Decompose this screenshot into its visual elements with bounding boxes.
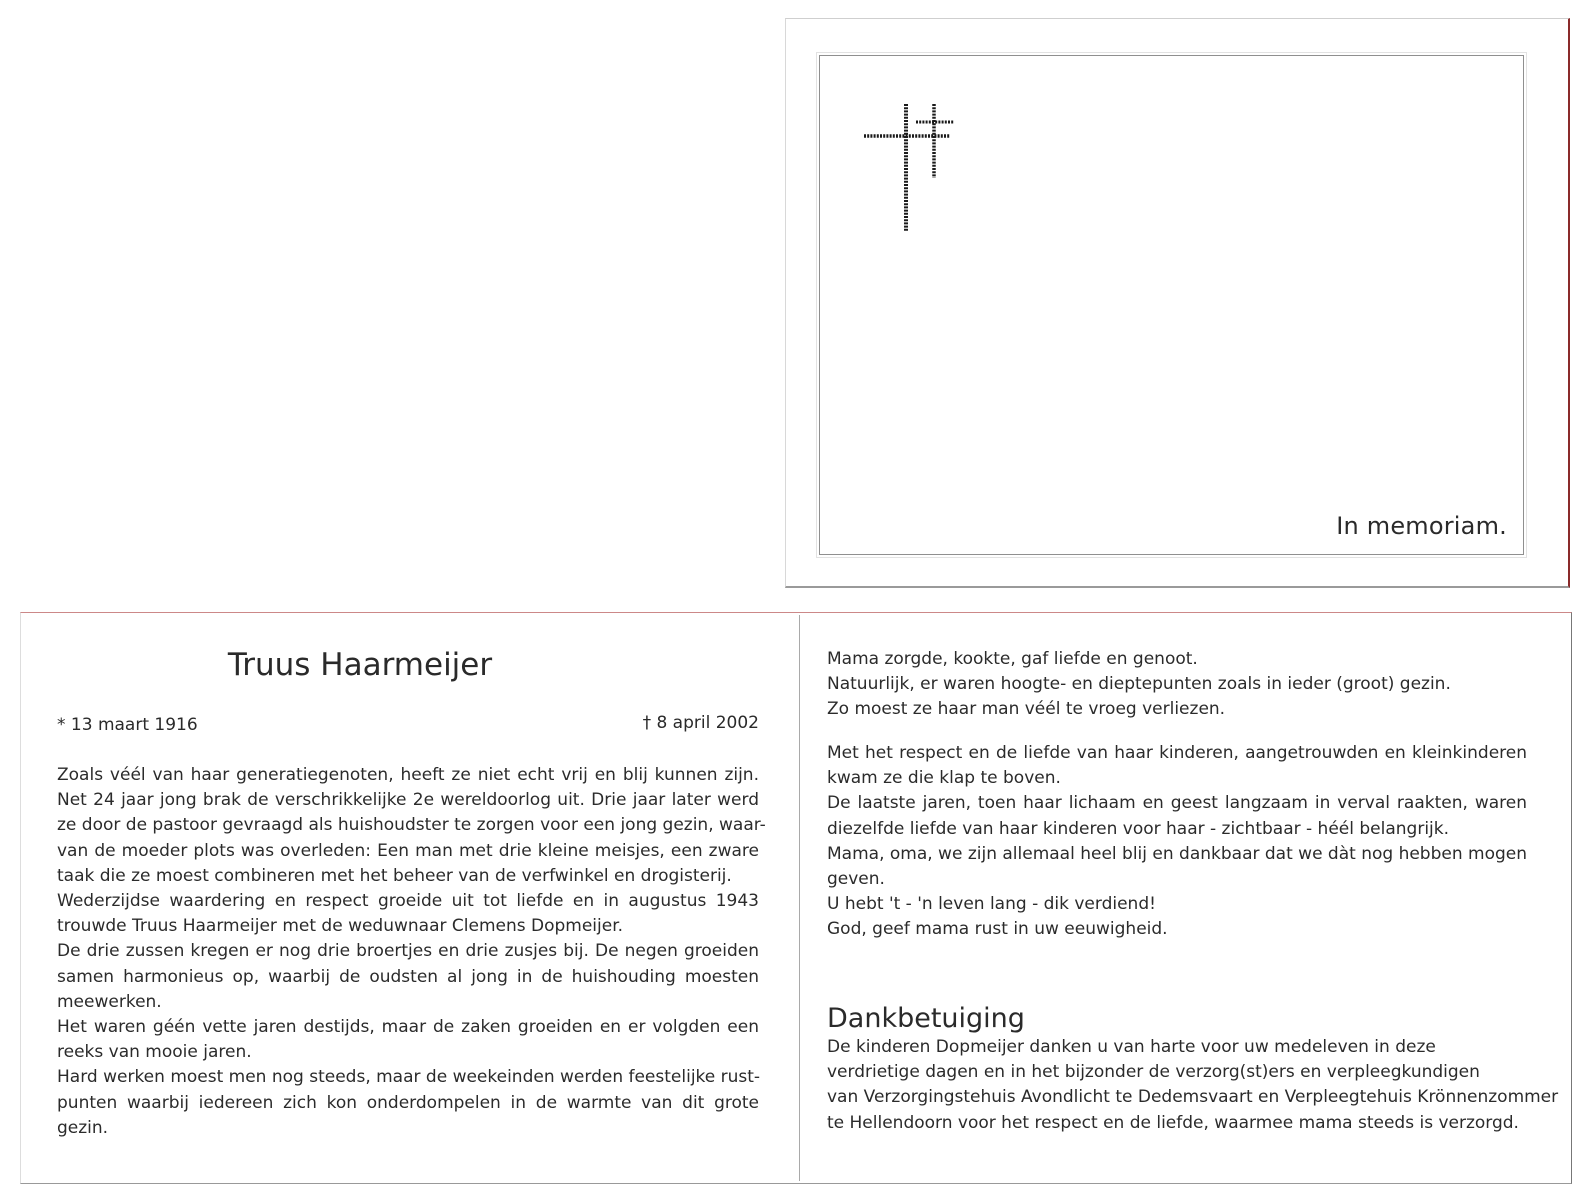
- biography-line: Het waren géén vette jaren destijds, maar de zaken groeiden en er volgden een: [57, 1017, 759, 1038]
- double-cross-icon: [860, 96, 960, 236]
- biography-line: meewerken.: [57, 991, 162, 1012]
- tribute-line: Mama zorgde, kookte, gaf liefde en genoot.: [827, 649, 1198, 669]
- tribute-line: God, geef mama rust in uw eeuwigheid.: [827, 919, 1168, 940]
- biography-line: punten waarbij iedereen zich kon onderdompelen in de warmte van dit grote: [57, 1092, 759, 1113]
- front-card: [785, 18, 1570, 588]
- biography-line: van de moeder plots was overleden: Een man met drie kleine meisjes, een zware: [57, 840, 759, 861]
- right-panel: [827, 613, 1559, 1183]
- thanks-line: De kinderen Dopmeijer danken u van harte voor uw medeleven in deze: [827, 1037, 1436, 1057]
- fold-line: [799, 615, 800, 1181]
- tribute-line: Met het respect en de liefde van haar kinderen, aangetrouwden en kleinkinderen: [827, 743, 1527, 763]
- front-card-frame: [819, 55, 1524, 555]
- biography: [57, 763, 766, 1141]
- biography-line: gezin.: [57, 1117, 109, 1138]
- tribute-line: diezelfde liefde van haar kinderen voor haar - zichtbaar - héél belangrijk.: [827, 818, 1450, 839]
- biography-line: samen harmonieus op, waarbij de oudsten al jong in de huishouding moesten: [57, 966, 759, 987]
- inside-card: [20, 612, 1572, 1184]
- thanks-heading: Dankbetuiging: [827, 1003, 1025, 1034]
- thanks-line: van Verzorgingstehuis Avondlicht te Dedemsvaart en Verpleegtehuis Krönnenzommer: [827, 1087, 1559, 1108]
- biography-line: Hard werken moest men nog steeds, maar de weekeinden werden feestelijke rust-: [57, 1067, 761, 1088]
- tribute-line: U hebt 't - 'n leven lang - dik verdiend!: [827, 894, 1156, 915]
- tribute-line: De laatste jaren, toen haar lichaam en geest langzaam in verval raakten, waren: [827, 793, 1527, 814]
- tribute-intro: [827, 647, 1527, 723]
- death-date: † 8 april 2002: [642, 713, 759, 733]
- biography-line: trouwde Truus Haarmeijer met de weduwnaar Clemens Dopmeijer.: [57, 916, 624, 937]
- biography-line: ze door de pastoor gevraagd als huishoudster te zorgen voor een jong gezin, waar-: [57, 815, 766, 836]
- in-memoriam-title: In memoriam.: [1336, 512, 1507, 540]
- biography-line: De drie zussen kregen er nog drie broertjes en drie zusjes bij. De negen groeiden: [57, 941, 759, 962]
- thanks-text: [827, 1035, 1559, 1136]
- biography-line: reeks van mooie jaren.: [57, 1042, 252, 1063]
- biography-line: Net 24 jaar jong brak de verschrikkelijke 2e wereldoorlog uit. Drie jaar later werd: [57, 790, 759, 811]
- biography-line: Zoals véél van haar generatiegenoten, heeft ze niet echt vrij en blij kunnen zijn.: [57, 765, 759, 785]
- tribute-line: geven.: [827, 869, 885, 890]
- biography-line: Wederzijdse waardering en respect groeide uit tot liefde en in augustus 1943: [57, 891, 759, 912]
- biography-line: taak die ze moest combineren met het beheer van de verfwinkel en drogisterij.: [57, 865, 732, 886]
- tribute-line: Natuurlijk, er waren hoogte- en dieptepunten zoals in ieder (groot) gezin.: [827, 674, 1451, 695]
- deceased-name: Truus Haarmeijer: [227, 647, 493, 683]
- thanks-line: te Hellendoorn voor het respect en de liefde, waarmee mama steeds is verzorgd.: [827, 1112, 1519, 1133]
- left-panel: [57, 613, 766, 1183]
- birth-date: * 13 maart 1916: [57, 715, 198, 735]
- tribute-body: [827, 741, 1527, 943]
- tribute-line: kwam ze die klap te boven.: [827, 768, 1061, 789]
- tribute-line: Zo moest ze haar man véél te vroeg verliezen.: [827, 699, 1226, 720]
- tribute-line: Mama, oma, we zijn allemaal heel blij en dankbaar dat we dàt nog hebben mogen: [827, 843, 1528, 864]
- thanks-line: verdrietige dagen en in het bijzonder de verzorg(st)ers en verpleegkundigen: [827, 1062, 1480, 1083]
